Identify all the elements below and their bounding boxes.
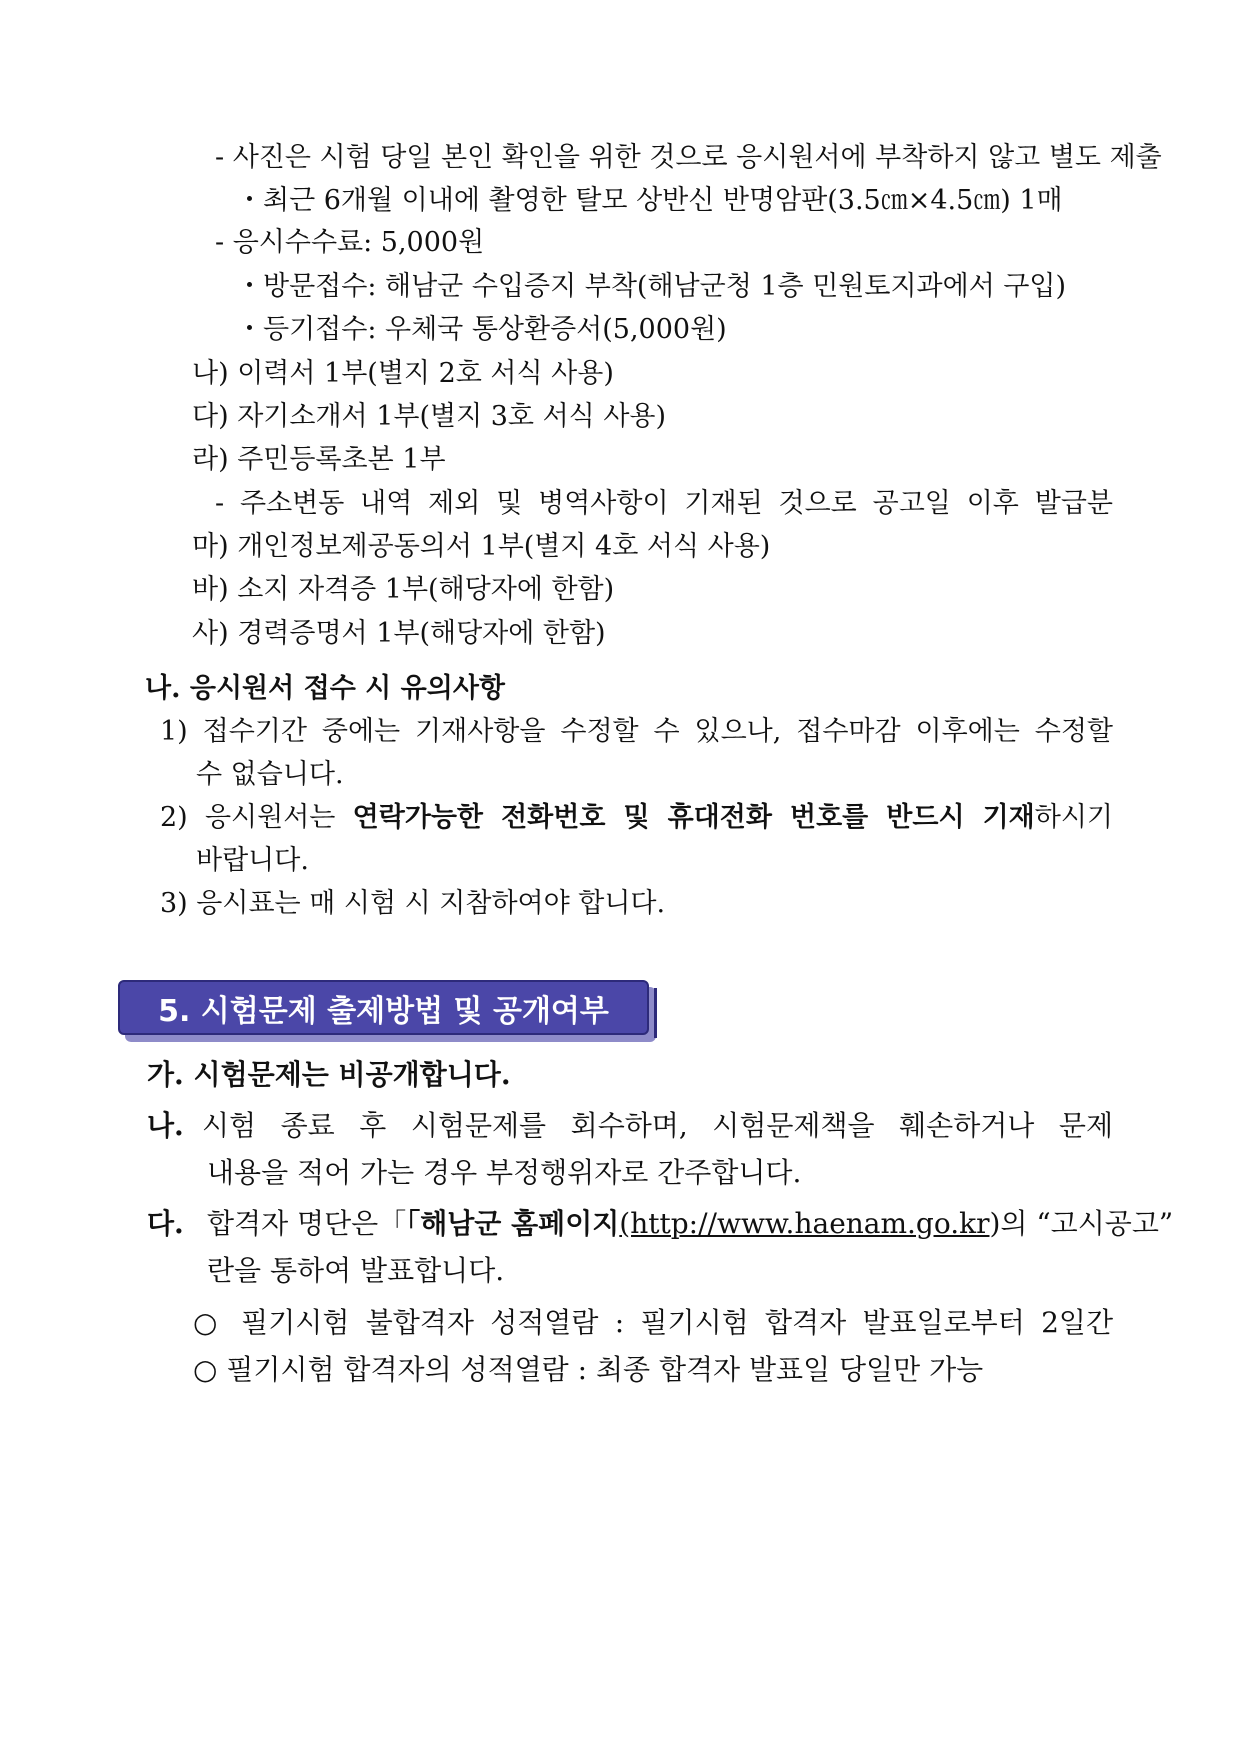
fee-heading: - 응시수수료: 5,000원 bbox=[215, 227, 485, 258]
homepage-link[interactable]: (http://www.haenam.go.kr bbox=[619, 1207, 990, 1240]
section-5-item-da: 다. 합격자 명단은「「해남군 홈페이지(http://www.haenam.go.kr)의 “고시공고” bbox=[147, 1207, 1174, 1240]
resident-record-note: - 주소변동 내역 제외 및 병역사항이 기재된 것으로 공고일 이후 발급분 bbox=[215, 488, 1113, 519]
note-2: 2) 응시원서는 연락가능한 전화번호 및 휴대전화 번호를 반드시 기재하시기 bbox=[160, 802, 1113, 833]
section-5-item-da-cont: 란을 통하여 발표합니다. bbox=[207, 1254, 505, 1287]
score-view-fail: ○ 필기시험 불합격자 성적열람 : 필기시험 합격자 발표일로부터 2일간 bbox=[193, 1306, 1113, 1339]
section-5-header bbox=[118, 980, 649, 1035]
section-5-title: 5. 시험문제 출제방법 및 공개여부 bbox=[158, 993, 609, 1029]
item-self-intro: 다) 자기소개서 1부(별지 3호 서식 사용) bbox=[192, 401, 667, 432]
item-certificate: 바) 소지 자격증 1부(해당자에 한함) bbox=[192, 574, 615, 605]
note-1: 1) 접수기간 중에는 기재사항을 수정할 수 있으나, 접수마감 이후에는 수정할 bbox=[160, 716, 1113, 747]
item-career: 사) 경력증명서 1부(해당자에 한함) bbox=[192, 618, 606, 649]
note-1-cont: 수 없습니다. bbox=[196, 759, 344, 790]
subsection-heading-na: 나. 응시원서 접수 시 유의사항 bbox=[145, 673, 505, 704]
fee-visit: ・방문접수: 해남군 수입증지 부착(해남군청 1층 민원토지과에서 구입) bbox=[236, 271, 1067, 302]
photo-spec: ・최근 6개월 이내에 촬영한 탈모 상반신 반명암판(3.5㎝×4.5㎝) 1매 bbox=[236, 185, 1063, 216]
section-5-item-ga: 가. 시험문제는 비공개합니다. bbox=[147, 1058, 511, 1091]
section-5-item-na-cont: 내용을 적어 가는 경우 부정행위자로 간주합니다. bbox=[207, 1156, 802, 1189]
note-2-cont: 바랍니다. bbox=[196, 845, 309, 876]
fee-mail: ・등기접수: 우체국 통상환증서(5,000원) bbox=[236, 314, 727, 345]
section-5-item-na: 나. 시험 종료 후 시험문제를 회수하며, 시험문제책을 훼손하거나 문제 bbox=[147, 1109, 1113, 1142]
note-3: 3) 응시표는 매 시험 시 지참하여야 합니다. bbox=[160, 888, 666, 919]
item-privacy-consent: 마) 개인정보제공동의서 1부(별지 4호 서식 사용) bbox=[192, 531, 771, 562]
photo-note: - 사진은 시험 당일 본인 확인을 위한 것으로 응시원서에 부착하지 않고 별도 제출 bbox=[215, 142, 1162, 173]
item-resume: 나) 이력서 1부(별지 2호 서식 사용) bbox=[192, 358, 614, 389]
section-5-side-bar bbox=[654, 988, 657, 1038]
score-view-pass: ○ 필기시험 합격자의 성적열람 : 최종 합격자 발표일 당일만 가능 bbox=[193, 1353, 984, 1386]
note-2-emphasis: 연락가능한 전화번호 및 휴대전화 번호를 반드시 기재 bbox=[352, 802, 1035, 833]
item-resident-record: 라) 주민등록초본 1부 bbox=[192, 444, 446, 475]
